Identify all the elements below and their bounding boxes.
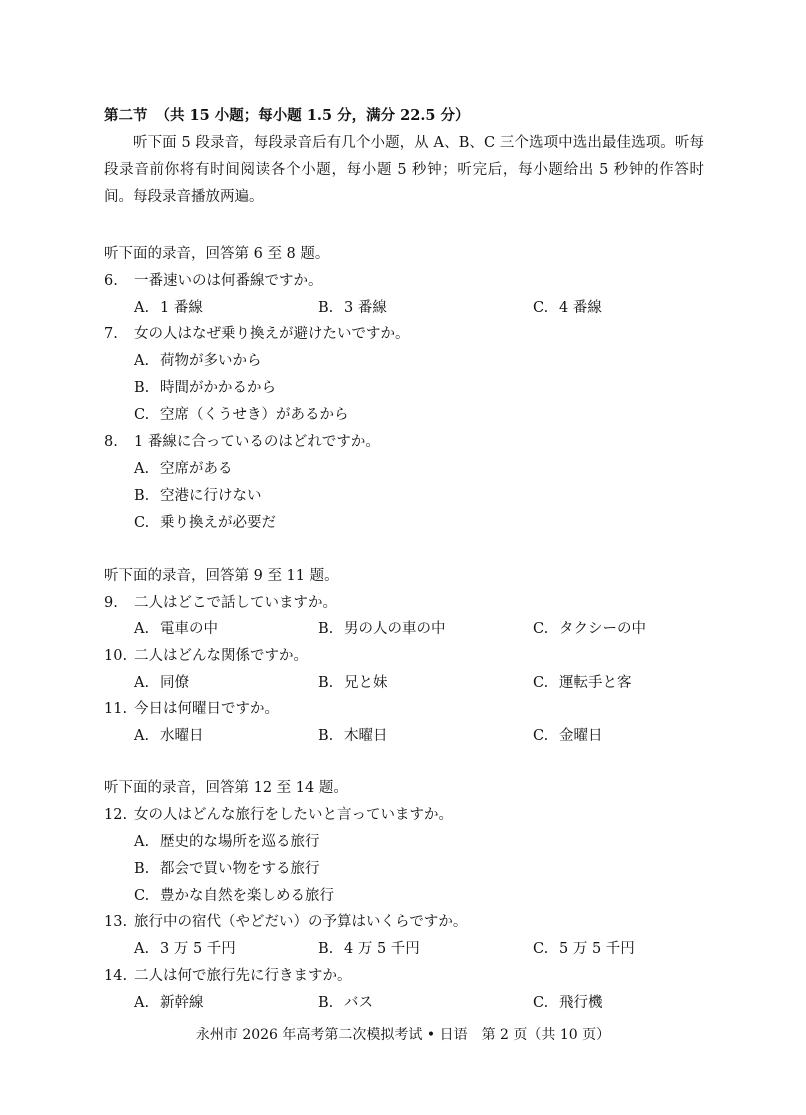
option-text: 金曜日 bbox=[559, 728, 603, 744]
option-text: 飛行機 bbox=[559, 995, 603, 1011]
option-text: 3 万 5 千円 bbox=[160, 941, 236, 957]
option-text: 空席がある bbox=[160, 461, 233, 477]
option-6b bbox=[318, 296, 387, 317]
option-12a bbox=[134, 830, 320, 851]
option-label: B. bbox=[134, 861, 150, 877]
option-label: B. bbox=[134, 488, 150, 504]
option-text: 男の人の車の中 bbox=[344, 621, 446, 637]
option-text: 荷物が多いから bbox=[160, 353, 262, 369]
option-text: 豊かな自然を楽しめる旅行 bbox=[160, 888, 334, 904]
option-text: 都会で買い物をする旅行 bbox=[160, 861, 320, 877]
option-text: 空港に行けない bbox=[160, 488, 262, 504]
option-11b bbox=[318, 724, 388, 745]
option-label: C. bbox=[533, 621, 549, 637]
question-8 bbox=[104, 430, 380, 451]
option-7a bbox=[134, 349, 262, 370]
question-text: 二人はどこで話していますか。 bbox=[134, 595, 337, 611]
section-title bbox=[104, 104, 470, 125]
question-text: 二人は何で旅行先に行きますか。 bbox=[134, 968, 352, 984]
question-7 bbox=[104, 322, 410, 343]
option-label: C. bbox=[533, 300, 549, 316]
option-label: A. bbox=[134, 300, 150, 316]
option-14c bbox=[533, 991, 603, 1012]
question-number: 6. bbox=[104, 273, 118, 289]
question-number: 13. bbox=[104, 914, 128, 930]
option-label: B. bbox=[318, 941, 334, 957]
option-label: B. bbox=[318, 675, 334, 691]
option-label: A. bbox=[134, 941, 150, 957]
option-6c bbox=[533, 296, 602, 317]
option-14a bbox=[134, 991, 204, 1012]
question-text: 一番速いのは何番線ですか。 bbox=[134, 273, 323, 289]
option-6a bbox=[134, 296, 203, 317]
option-text: 同僚 bbox=[160, 675, 189, 691]
question-14 bbox=[104, 964, 352, 985]
option-10c bbox=[533, 671, 632, 692]
option-text: 5 万 5 千円 bbox=[559, 941, 635, 957]
question-text: 旅行中の宿代（やどだい）の予算はいくらですか。 bbox=[134, 914, 468, 930]
option-label: B. bbox=[318, 300, 334, 316]
option-text: 4 番線 bbox=[559, 300, 602, 316]
question-text: 1 番線に合っているのはどれですか。 bbox=[134, 434, 380, 450]
question-number: 9. bbox=[104, 595, 118, 611]
question-number: 8. bbox=[104, 434, 118, 450]
option-9c bbox=[533, 617, 646, 638]
question-number: 14. bbox=[104, 968, 128, 984]
option-7c bbox=[134, 403, 349, 424]
question-9 bbox=[104, 591, 337, 612]
section-instructions bbox=[104, 130, 704, 211]
option-13a bbox=[134, 937, 236, 958]
option-label: A. bbox=[134, 834, 150, 850]
option-label: C. bbox=[533, 995, 549, 1011]
option-label: C. bbox=[533, 675, 549, 691]
option-13b bbox=[318, 937, 420, 958]
option-7b bbox=[134, 376, 276, 397]
option-label: A. bbox=[134, 675, 150, 691]
option-14b bbox=[318, 991, 373, 1012]
option-12c bbox=[134, 884, 334, 905]
group-heading: 听下面的录音，回答第 6 至 8 题。 bbox=[104, 246, 330, 262]
group-heading: 听下面的录音，回答第 9 至 11 题。 bbox=[104, 568, 339, 584]
option-label: A. bbox=[134, 728, 150, 744]
option-text: 1 番線 bbox=[160, 300, 203, 316]
option-text: 時間がかかるから bbox=[160, 380, 276, 396]
question-number: 10. bbox=[104, 648, 128, 664]
option-11a bbox=[134, 724, 204, 745]
question-13 bbox=[104, 910, 467, 931]
option-text: 歴史的な場所を巡る旅行 bbox=[160, 834, 320, 850]
option-text: 兄と妹 bbox=[344, 675, 388, 691]
question-text: 今日は何曜日ですか。 bbox=[134, 701, 279, 717]
option-10a bbox=[134, 671, 189, 692]
option-8c bbox=[134, 511, 276, 532]
question-12 bbox=[104, 803, 453, 824]
option-label: C. bbox=[533, 941, 549, 957]
question-number: 12. bbox=[104, 807, 128, 823]
question-10 bbox=[104, 644, 308, 665]
question-6 bbox=[104, 269, 323, 290]
option-label: B. bbox=[134, 380, 150, 396]
page-footer: 永州市 2026 年高考第二次模拟考试 • 日语 第 2 页（共 10 页） bbox=[195, 1027, 611, 1043]
option-label: B. bbox=[318, 621, 334, 637]
option-label: C. bbox=[533, 728, 549, 744]
option-text: 新幹線 bbox=[160, 995, 204, 1011]
option-label: C. bbox=[134, 515, 150, 531]
option-label: A. bbox=[134, 353, 150, 369]
option-text: 4 万 5 千円 bbox=[344, 941, 420, 957]
option-10b bbox=[318, 671, 388, 692]
question-11 bbox=[104, 697, 279, 718]
instructions-text: 听下面 5 段录音，每段录音后有几个小题，从 A、B、C 三个选项中选出最佳选项。听每段录音前你将有时间阅读各个小题，每小题 5 秒钟；听完后，每小题给出 5 秒钟的作答时间。每段录音播放两遍。 bbox=[104, 135, 704, 205]
option-label: B. bbox=[318, 995, 334, 1011]
option-8b bbox=[134, 484, 262, 505]
option-text: 3 番線 bbox=[344, 300, 387, 316]
option-13c bbox=[533, 937, 635, 958]
question-text: 女の人はなぜ乗り換えが避けたいですか。 bbox=[134, 326, 410, 342]
option-label: C. bbox=[134, 888, 150, 904]
option-text: 空席（くうせき）があるから bbox=[160, 407, 349, 423]
option-label: A. bbox=[134, 995, 150, 1011]
option-text: 電車の中 bbox=[160, 621, 218, 637]
group-heading: 听下面的录音，回答第 12 至 14 题。 bbox=[104, 780, 348, 796]
question-number: 7. bbox=[104, 326, 118, 342]
option-text: 木曜日 bbox=[344, 728, 388, 744]
question-number: 11. bbox=[104, 701, 128, 717]
option-text: タクシーの中 bbox=[559, 621, 646, 637]
option-label: C. bbox=[134, 407, 150, 423]
option-text: 乗り換えが必要だ bbox=[160, 515, 276, 531]
option-8a bbox=[134, 457, 233, 478]
option-text: 運転手と客 bbox=[559, 675, 632, 691]
option-11c bbox=[533, 724, 603, 745]
option-label: A. bbox=[134, 621, 150, 637]
option-text: 水曜日 bbox=[160, 728, 204, 744]
option-label: B. bbox=[318, 728, 334, 744]
option-9a bbox=[134, 617, 218, 638]
section-scoring: （共 15 小题；每小题 1.5 分，满分 22.5 分） bbox=[155, 107, 470, 124]
option-label: A. bbox=[134, 461, 150, 477]
question-text: 女の人はどんな旅行をしたいと言っていますか。 bbox=[134, 807, 453, 823]
option-text: バス bbox=[344, 995, 373, 1011]
question-text: 二人はどんな関係ですか。 bbox=[134, 648, 308, 664]
section-label: 第二节 bbox=[104, 107, 148, 124]
option-12b bbox=[134, 857, 320, 878]
option-9b bbox=[318, 617, 446, 638]
